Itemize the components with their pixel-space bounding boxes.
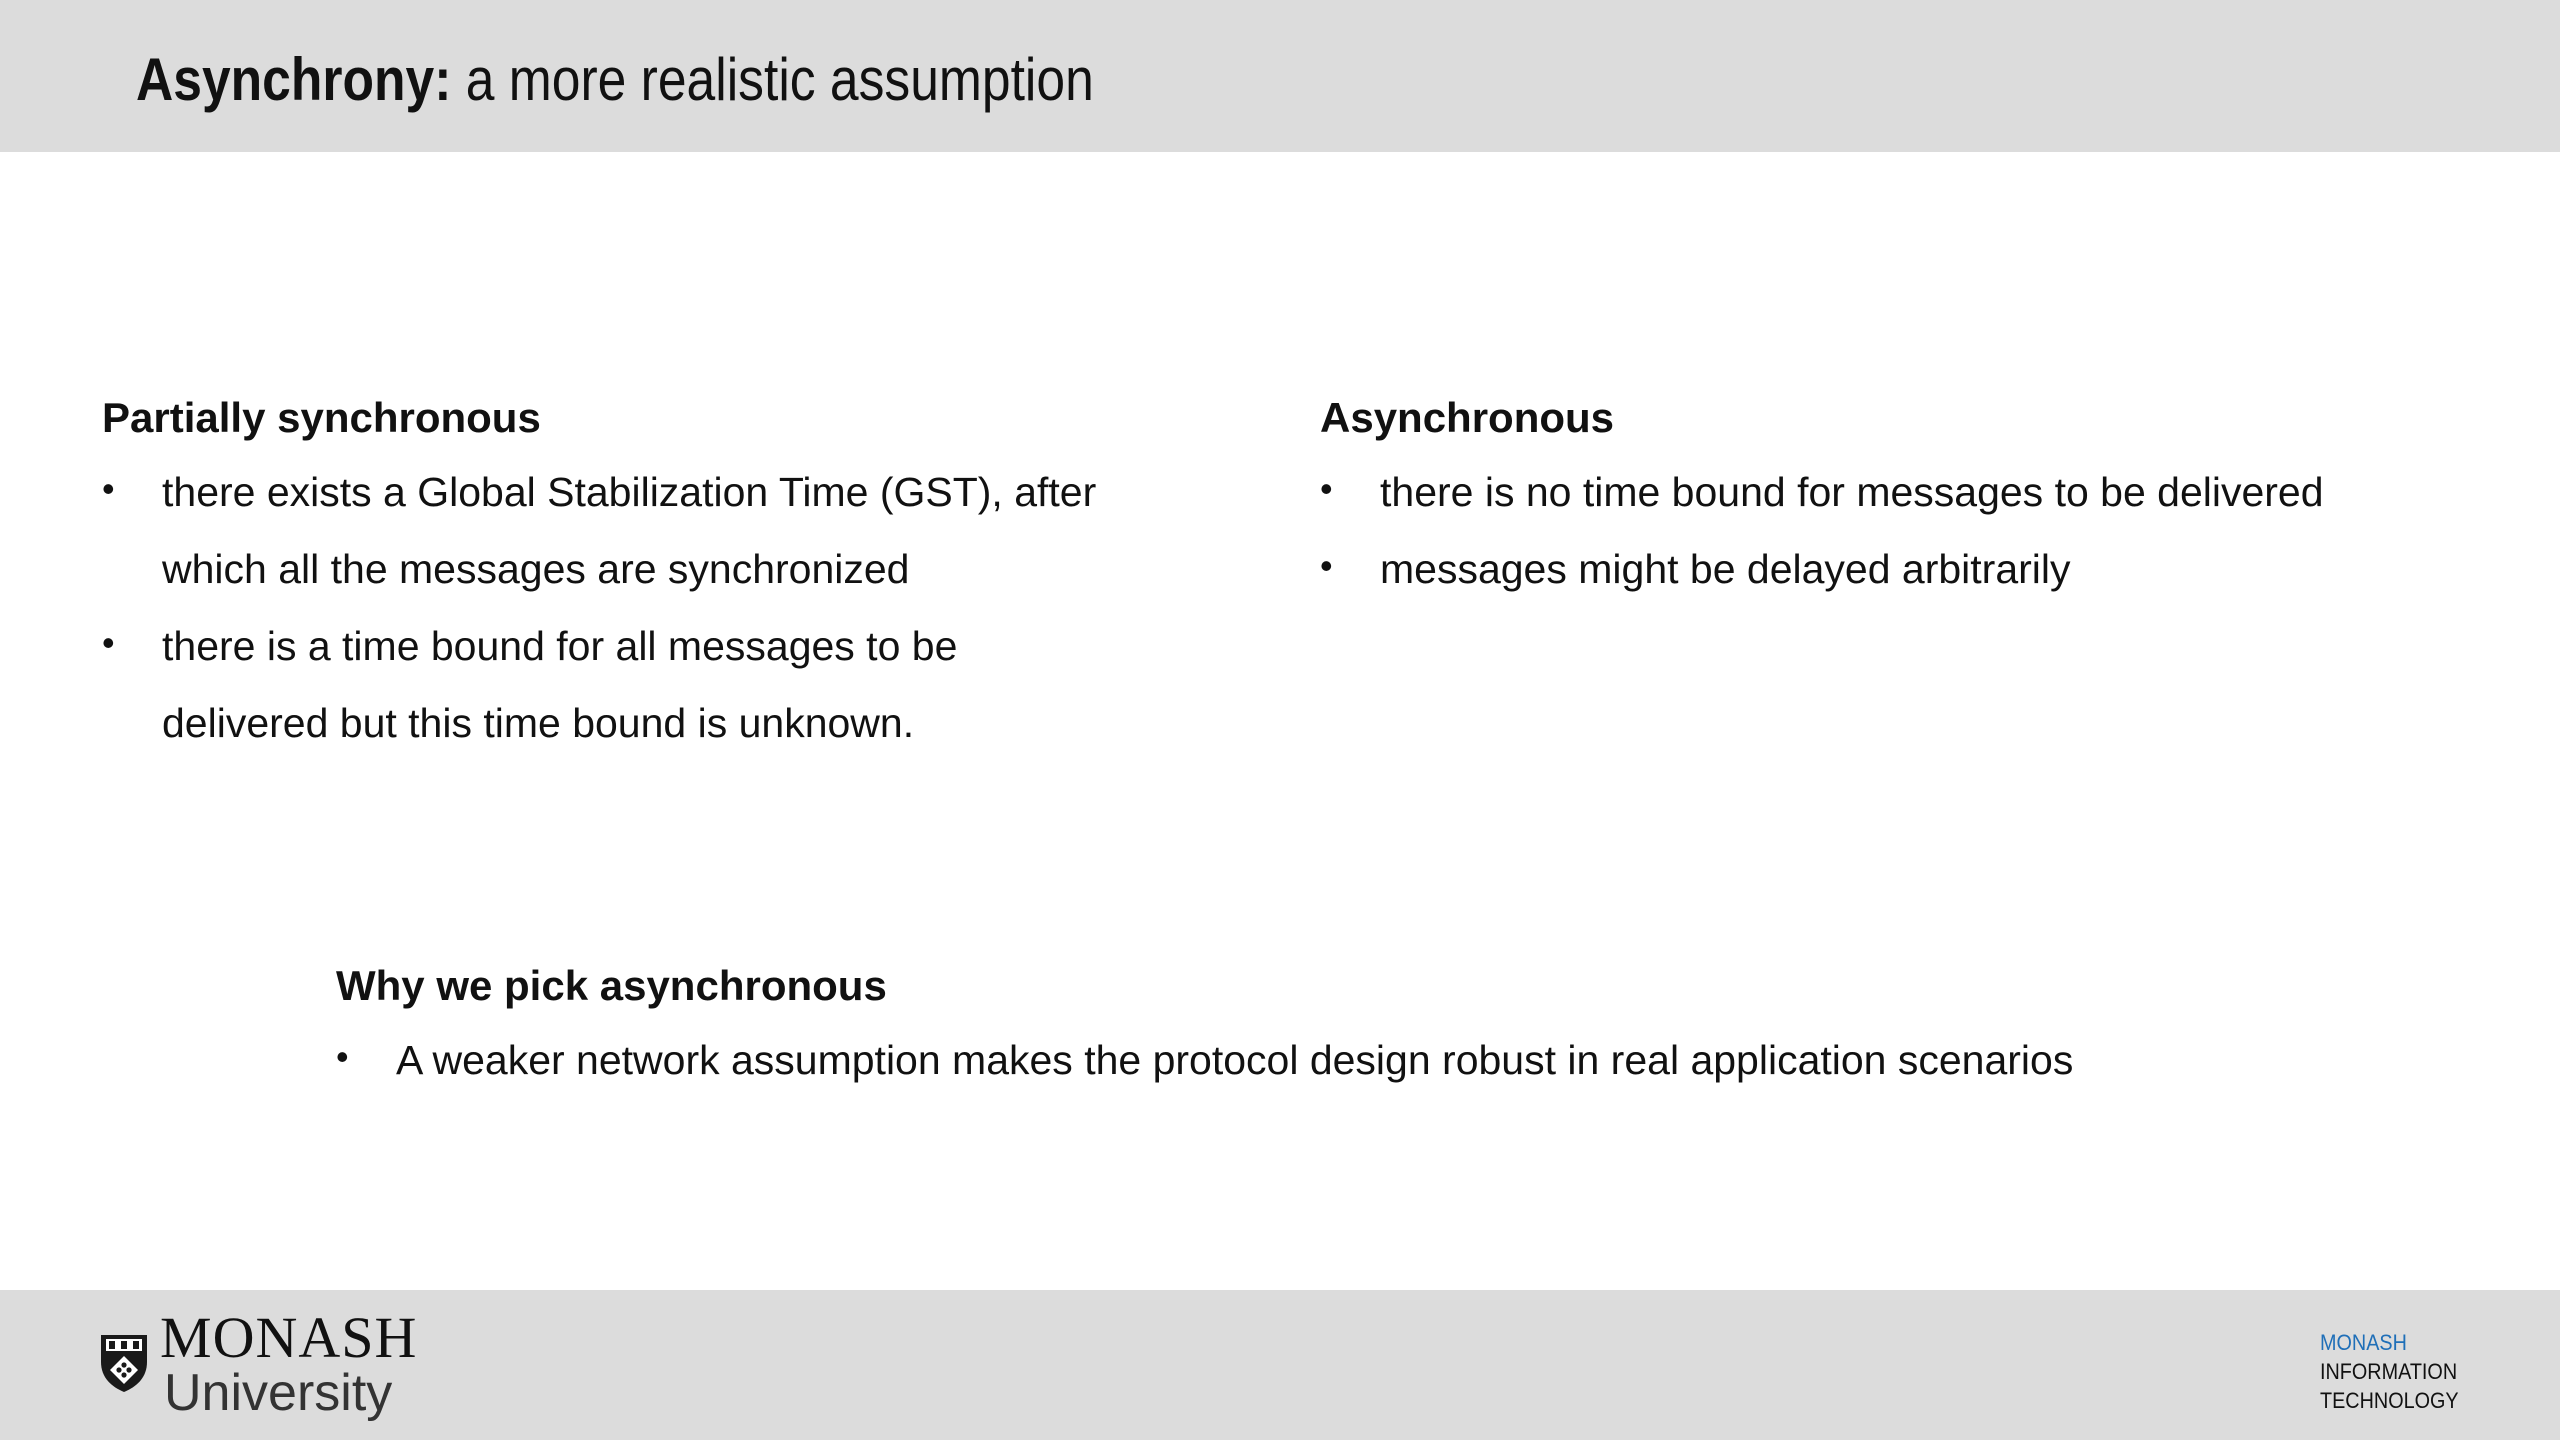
bullet-list [336, 1022, 2436, 1099]
list-item-text: there is no time bound for messages to be delivered [1380, 469, 2324, 515]
slide-header [0, 0, 2560, 152]
faculty-label [2320, 1328, 2459, 1415]
crest-icon [98, 1332, 150, 1394]
faculty-label-line: MONASH [2320, 1330, 2407, 1355]
bullet-list [102, 454, 1242, 762]
section-heading: Why we pick asynchronous [336, 962, 887, 1009]
list-item [102, 608, 1122, 762]
list-item [102, 454, 1162, 608]
bullet-icon: • [102, 468, 115, 509]
list-item-text: messages might be delayed arbitrarily [1380, 546, 2071, 592]
list-item-text: there is a time bound for all messages to be delivered but this time bound is unknown. [162, 623, 958, 746]
monash-university-logo [98, 1305, 418, 1422]
why-asynchronous-section [336, 956, 2436, 1099]
section-heading: Asynchronous [1320, 394, 1615, 441]
slide-title-rest: a more realistic assumption [451, 46, 1094, 113]
bullet-list [1320, 454, 2520, 608]
logo-monash-text: MONASH [160, 1305, 418, 1370]
partially-synchronous-section [102, 388, 1242, 762]
list-item-text: there exists a Global Stabilization Time (GST), after which all the messages are synchronized [162, 469, 1097, 592]
list-item-text: A weaker network assumption makes the protocol design robust in real application scenarios [396, 1037, 2074, 1083]
logo-university-text: University [164, 1364, 393, 1422]
logo-wordmark [160, 1305, 418, 1422]
section-heading: Partially synchronous [102, 394, 541, 441]
bullet-icon: • [102, 622, 115, 663]
faculty-label-line: TECHNOLOGY [2320, 1388, 2459, 1413]
bullet-icon: • [1320, 545, 1333, 586]
faculty-label-line: INFORMATION [2320, 1359, 2458, 1384]
bullet-icon: • [336, 1036, 349, 1077]
list-item [1320, 531, 2520, 608]
slide-title [136, 40, 1094, 120]
slide-footer [0, 1290, 2560, 1440]
asynchronous-section [1320, 388, 2520, 608]
slide-title-bold: Asynchrony: [136, 46, 452, 113]
list-item [1320, 454, 2520, 531]
bullet-icon: • [1320, 468, 1333, 509]
list-item [336, 1022, 2436, 1099]
